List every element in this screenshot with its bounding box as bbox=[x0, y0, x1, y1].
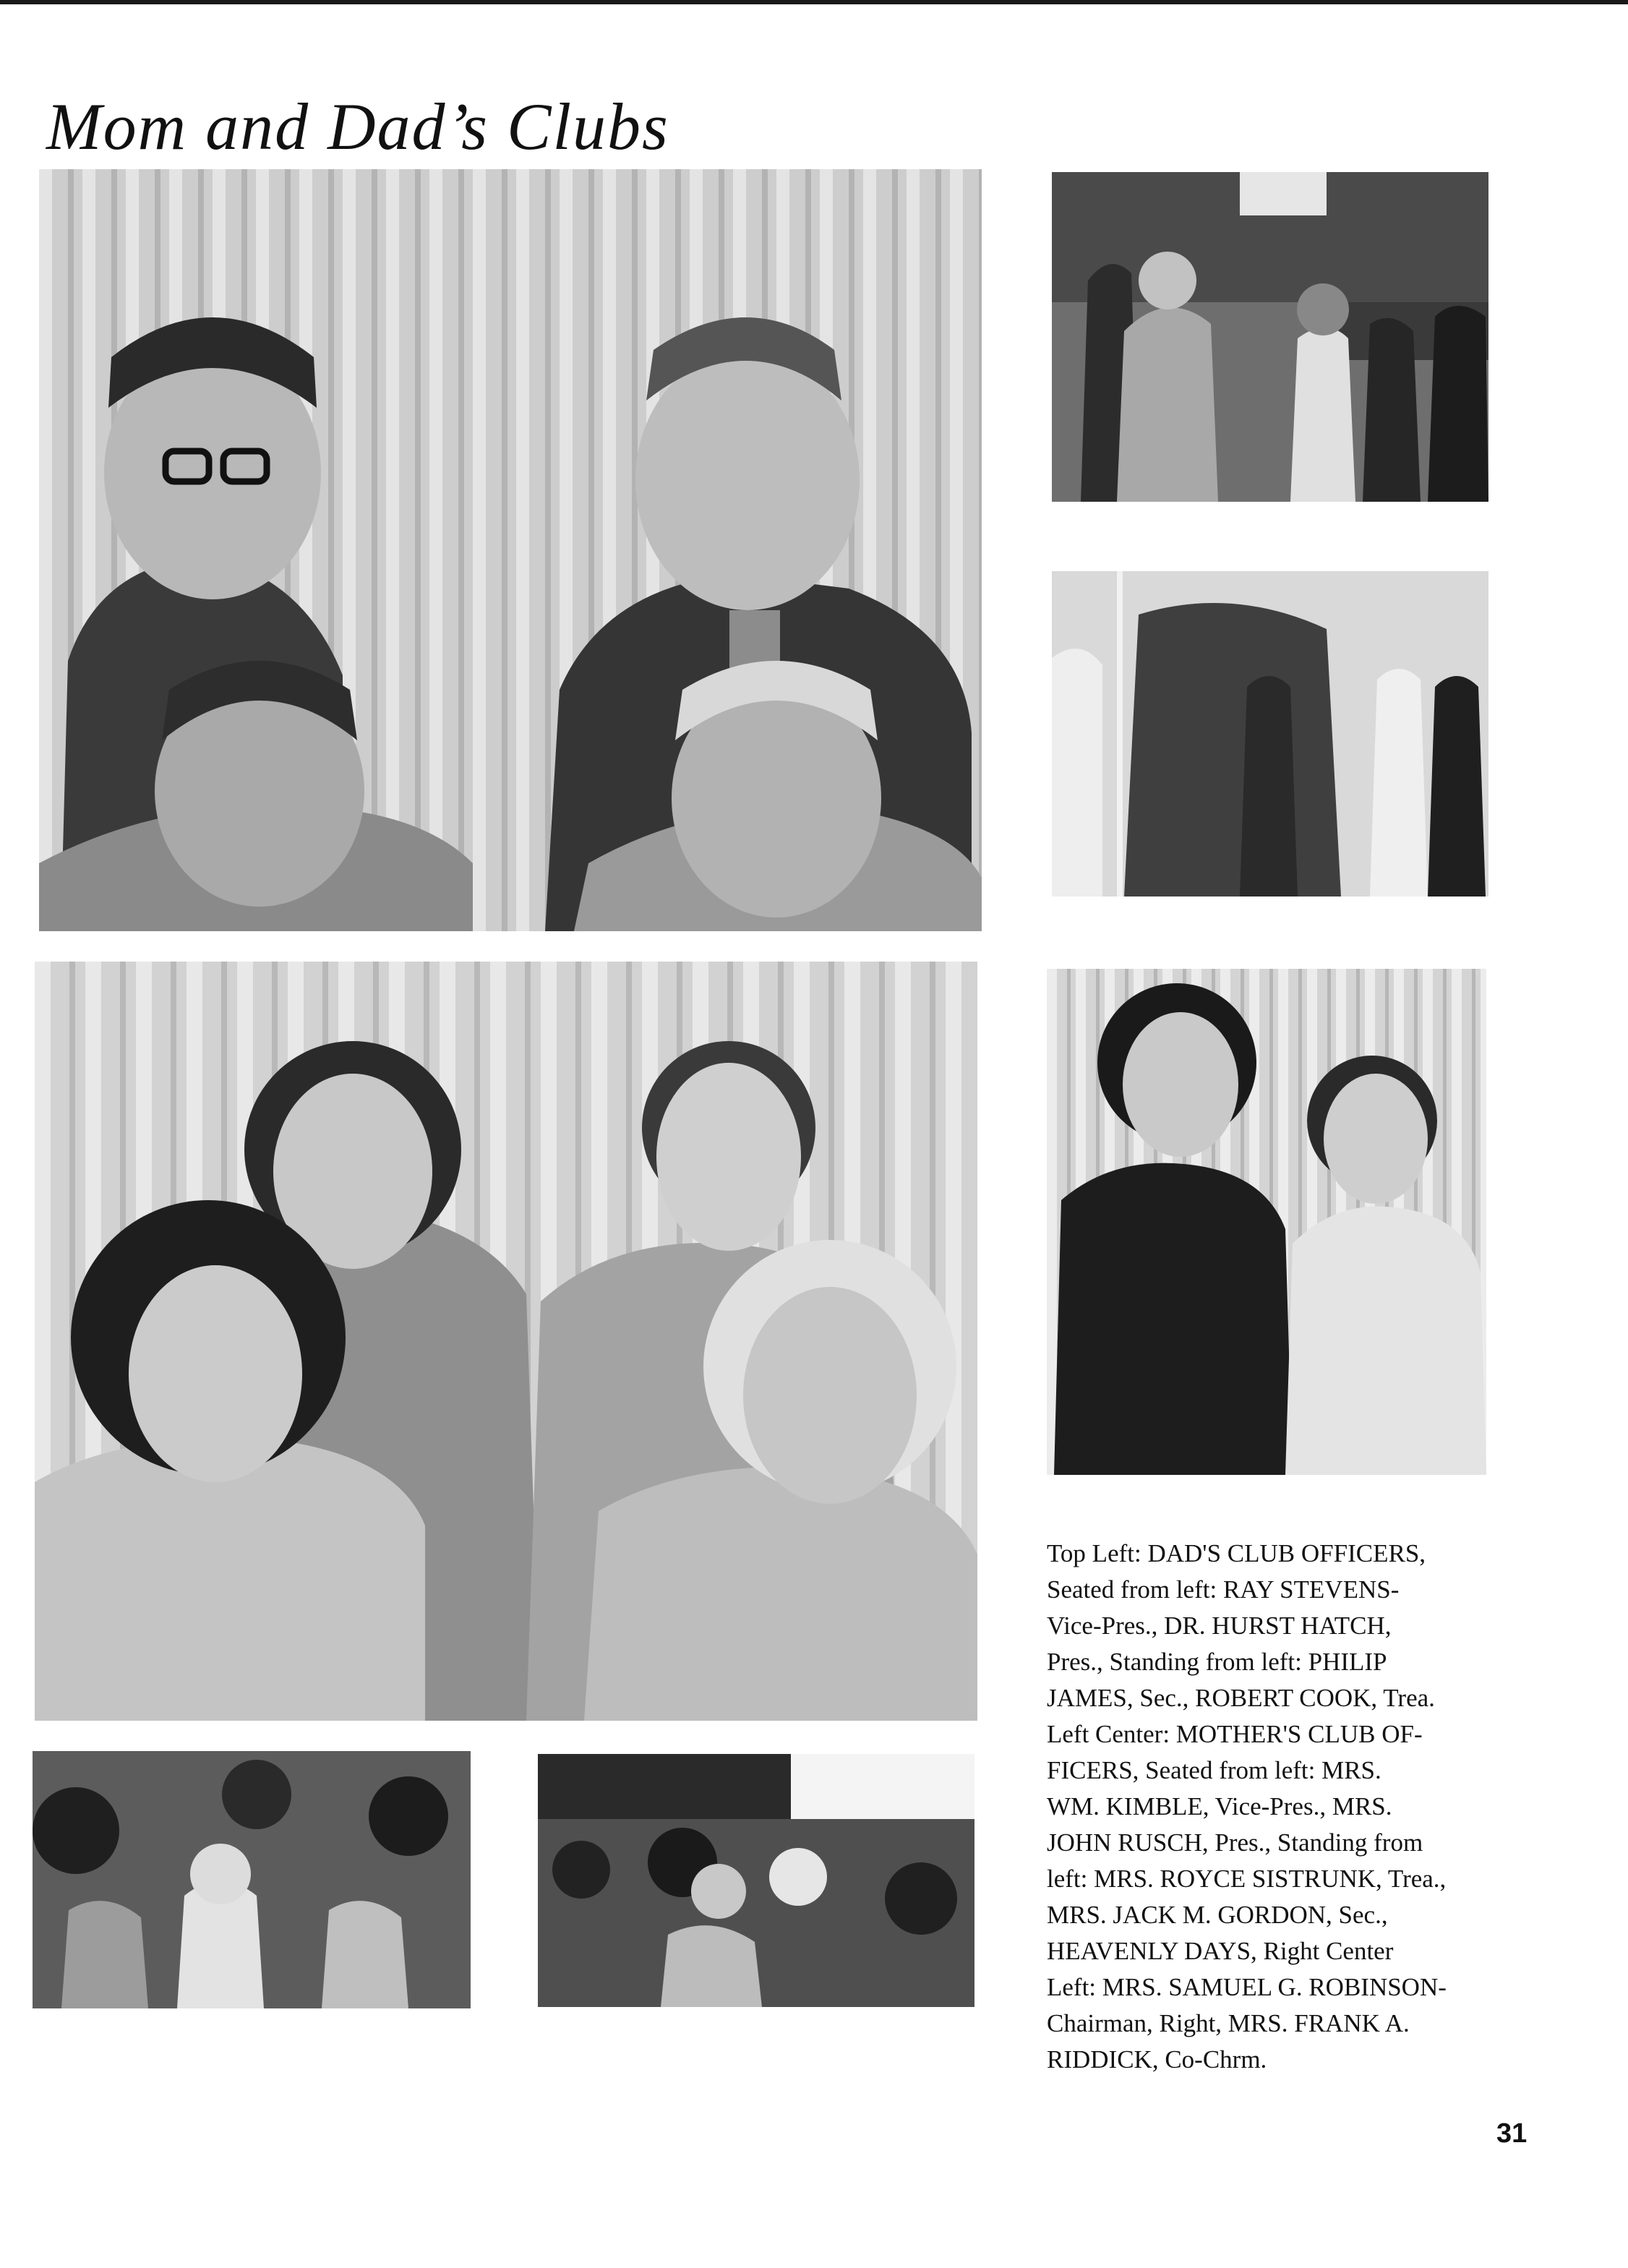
caption-line: Left Center: MOTHER'S CLUB OF- bbox=[1047, 1720, 1423, 1748]
caption-line: FICERS, Seated from left: MRS. bbox=[1047, 1756, 1381, 1784]
caption-line: Left: MRS. SAMUEL G. ROBINSON- bbox=[1047, 1973, 1447, 2001]
photo-outdoor-group bbox=[1052, 571, 1488, 896]
caption-line: MRS. JACK M. GORDON, Sec., bbox=[1047, 1901, 1388, 1929]
photo-heavenly-days-chairmen bbox=[1047, 969, 1486, 1475]
caption-line: WM. KIMBLE, Vice-Pres., MRS. bbox=[1047, 1792, 1392, 1820]
photo-dads-club-officers bbox=[39, 169, 982, 931]
caption-line: HEAVENLY DAYS, Right Center bbox=[1047, 1937, 1394, 1965]
photo-mothers-reception bbox=[538, 1754, 974, 2007]
photo-outdoor-gathering bbox=[1052, 172, 1488, 502]
photo-mothers-club-officers bbox=[35, 962, 977, 1721]
page-title: Mom and Dad’s Clubs bbox=[46, 89, 669, 163]
caption-line: Pres., Standing from left: PHILIP bbox=[1047, 1648, 1387, 1676]
caption-line: Top Left: DAD'S CLUB OFFICERS, bbox=[1047, 1539, 1426, 1567]
photo-mothers-crowd bbox=[33, 1751, 471, 2008]
caption-line: JOHN RUSCH, Pres., Standing from bbox=[1047, 1828, 1423, 1857]
caption-line: RIDDICK, Co-Chrm. bbox=[1047, 2045, 1267, 2074]
caption-line: Seated from left: RAY STEVENS- bbox=[1047, 1575, 1400, 1604]
top-rule bbox=[0, 0, 1628, 4]
caption-line: JAMES, Sec., ROBERT COOK, Trea. bbox=[1047, 1684, 1435, 1712]
caption-line: Chairman, Right, MRS. FRANK A. bbox=[1047, 2009, 1410, 2037]
caption-line: left: MRS. ROYCE SISTRUNK, Trea., bbox=[1047, 1865, 1447, 1893]
photo-caption bbox=[1047, 1536, 1509, 2078]
page-number: 31 bbox=[1496, 2118, 1528, 2149]
caption-line: Vice-Pres., DR. HURST HATCH, bbox=[1047, 1612, 1392, 1640]
